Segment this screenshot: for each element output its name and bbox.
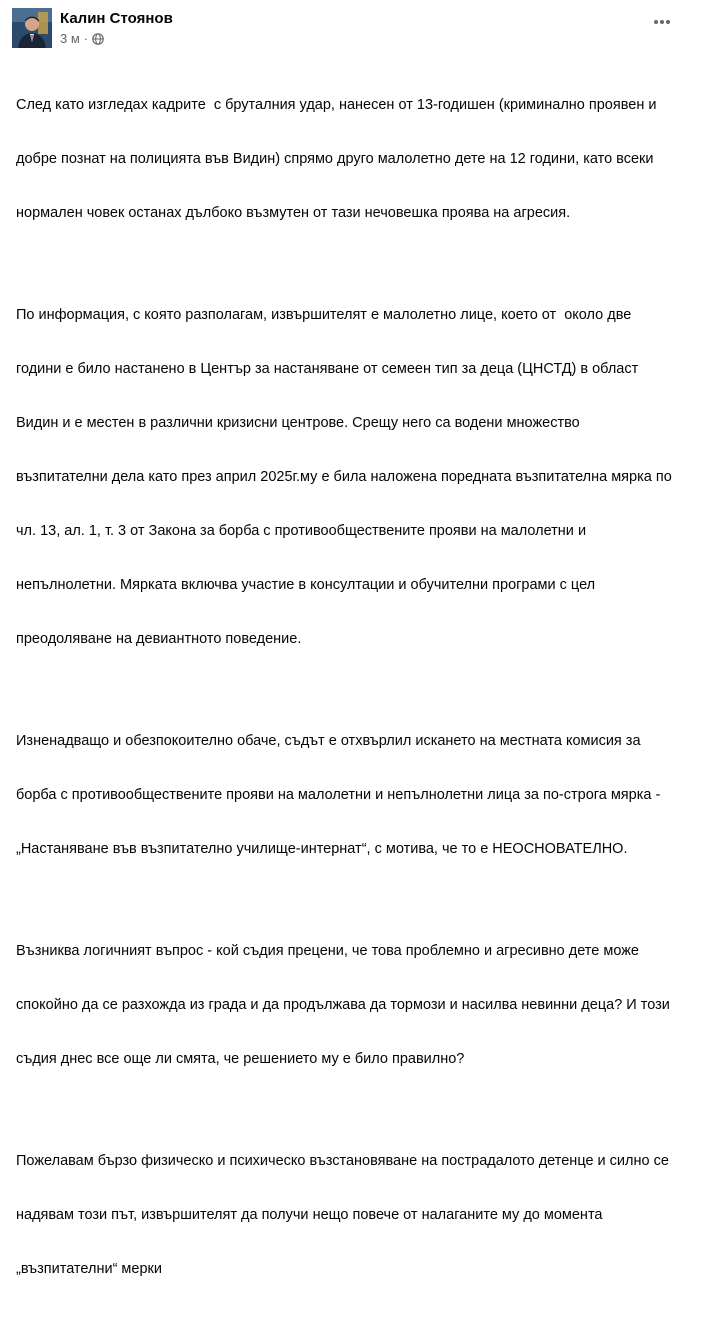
- text-line: добре познат на полицията във Видин) спрямо друго малолетно дете на 12 години, като всеки: [16, 151, 654, 167]
- paragraph: [16, 906, 716, 1104]
- text-line: възпитателни дела като през април 2025г.му е била наложена поредната възпитателна мярка по: [16, 469, 672, 485]
- text-line: години е било настанено в Център за настаняване от семеен тип за деца (ЦНСТД) в област: [16, 361, 639, 377]
- more-horizontal-icon[interactable]: [652, 14, 672, 30]
- text-line: съдия днес все още ли смята, че решението му е било правилно?: [16, 1051, 465, 1067]
- text-line: „Настаняване във възпитателно училище-интернат“, с мотива, че то е НЕОСНОВАТЕЛНО.: [16, 841, 628, 857]
- text-line: Видин и е местен в различни кризисни центрове. Срещу него са водени множество: [16, 415, 580, 431]
- profile-photo: [12, 8, 52, 48]
- text-line: чл. 13, ал. 1, т. 3 от Закона за борба с противообществените прояви на малолетни и: [16, 523, 587, 539]
- text-line: надявам този път, извършителят да получи нещо повече от налаганите му до момента: [16, 1207, 603, 1223]
- text-line: Пожелавам бързо физическо и психическо възстановяване на пострадалото детенце и силно се: [16, 1153, 669, 1169]
- text-line: нормален човек останах дълбоко възмутен от тази нечовешка проява на агресия.: [16, 205, 571, 221]
- post-body: [16, 60, 716, 1326]
- text-line: борба с противообществените прояви на малолетни и непълнолетни лица за по-строга мярка -: [16, 787, 661, 803]
- text-line: По информация, с която разполагам, извършителят е малолетно лице, което от около две: [16, 307, 632, 323]
- paragraph: [16, 1116, 716, 1314]
- text-line: спокойно да се разхожда из града и да продължава да тормози и насилва невинни деца? И този: [16, 997, 670, 1013]
- post-header: [12, 8, 672, 48]
- paragraph: [16, 60, 716, 258]
- text-line: преодоляване на девиантното поведение.: [16, 631, 302, 647]
- text-line: Възниква логичният въпрос - кой съдия прецени, че това проблемно и агресивно дете може: [16, 943, 639, 959]
- author-name[interactable]: Калин Стоянов: [60, 10, 173, 27]
- text-line: Изненадващо и обезпокоително обаче, съдът е отхвърлил искането на местната комисия за: [16, 733, 641, 749]
- globe-icon[interactable]: [92, 33, 104, 45]
- avatar[interactable]: [12, 8, 52, 48]
- paragraph: [16, 270, 716, 684]
- post-meta: [60, 31, 104, 46]
- text-line: След като изгледах кадрите с бруталния удар, нанесен от 13-годишен (криминално проявен и: [16, 97, 657, 113]
- post-time[interactable]: 3 м: [60, 31, 80, 46]
- paragraph: [16, 696, 716, 894]
- separator-dot: ·: [83, 31, 89, 46]
- text-line: непълнолетни. Мярката включва участие в консултации и обучителни програми с цел: [16, 577, 596, 593]
- text-line: „възпитателни“ мерки: [16, 1261, 162, 1277]
